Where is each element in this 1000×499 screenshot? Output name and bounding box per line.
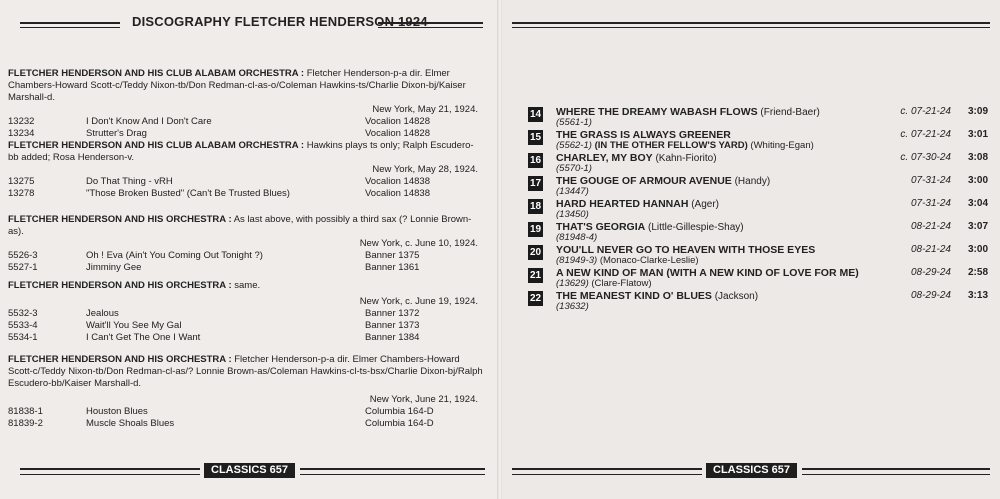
- matrix-number: (5561-1): [556, 117, 592, 128]
- matrix-number: (81949-3): [556, 255, 598, 266]
- track-row: [8, 188, 484, 200]
- track-title: HARD HEARTED HANNAH: [556, 198, 689, 210]
- place-date: New York, May 21, 1924.: [372, 104, 478, 115]
- recording-date: 08-21-24: [910, 221, 951, 232]
- track-number: 16: [529, 155, 542, 166]
- composer: (Monaco-Clarke-Leslie): [599, 255, 699, 266]
- matrix-line: [556, 209, 589, 221]
- track-row: [8, 176, 484, 188]
- track-number: 14: [529, 109, 542, 120]
- record-label: Columbia 164-D: [365, 406, 434, 417]
- session-header: [8, 354, 484, 390]
- track-row: [8, 262, 484, 274]
- matrix-number: 13278: [8, 188, 35, 199]
- footer-rule-left: [20, 468, 200, 470]
- track-20: [528, 244, 988, 267]
- composer: (Whiting-Egan): [750, 140, 814, 151]
- duration: 3:00: [967, 244, 988, 255]
- matrix-line: [556, 186, 589, 198]
- track-title-line: [556, 106, 820, 119]
- matrix-line: [556, 117, 592, 129]
- track-title: WHERE THE DREAMY WABASH FLOWS: [556, 106, 758, 118]
- track-19: [528, 221, 988, 244]
- matrix-number: (5570-1): [556, 163, 592, 174]
- recording-date: 08-21-24: [910, 244, 951, 255]
- track-row: [8, 418, 484, 430]
- recording-date: c. 07-21-24: [900, 129, 951, 140]
- track-title: THAT'S GEORGIA: [556, 221, 646, 233]
- record-label: Banner 1372: [365, 308, 420, 319]
- place-date: New York, c. June 10, 1924.: [359, 238, 478, 249]
- session-5: [8, 354, 484, 430]
- matrix-number: (81948-4): [556, 232, 598, 243]
- composer: (Jackson): [714, 291, 759, 302]
- place-date: New York, June 21, 1924.: [369, 394, 478, 405]
- track-17: [528, 175, 988, 198]
- recording-date: c. 07-30-24: [900, 152, 951, 163]
- title-rule-left: [20, 22, 120, 24]
- band-name: FLETCHER HENDERSON AND HIS CLUB ALABAM ORCHESTRA :: [8, 68, 305, 79]
- duration: 3:07: [967, 221, 988, 232]
- matrix-line: [556, 163, 592, 175]
- recording-date: 08-29-24: [910, 290, 951, 301]
- record-label: Vocalion 14828: [365, 128, 430, 139]
- title-rule-right: [378, 22, 483, 24]
- session-1: [8, 68, 484, 140]
- track-title: Oh ! Eva (Ain't You Coming Out Tonight ?): [86, 250, 263, 261]
- footer-rule-left-thin: [512, 474, 702, 475]
- session-3: [8, 214, 484, 274]
- matrix-line: [556, 255, 699, 267]
- track-title: THE MEANEST KIND O' BLUES: [556, 290, 712, 302]
- page-title: DISCOGRAPHY FLETCHER HENDERSON 1924: [132, 14, 428, 29]
- session-4: [8, 280, 484, 344]
- track-title: Jealous: [86, 308, 119, 319]
- matrix-number: 81839-2: [8, 418, 43, 429]
- session-header: [8, 68, 484, 104]
- matrix-line: [556, 278, 652, 290]
- track-18: [528, 198, 988, 221]
- session-header: [8, 140, 484, 164]
- band-name: FLETCHER HENDERSON AND HIS ORCHESTRA :: [8, 214, 232, 225]
- track-number: 21: [529, 270, 542, 281]
- track-title: "Those Broken Busted" (Can't Be Trusted Blues): [86, 188, 290, 199]
- record-label: Banner 1384: [365, 332, 420, 343]
- recording-date: 07-31-24: [910, 198, 951, 209]
- recording-date: c. 07-21-24: [900, 106, 951, 117]
- duration: 3:04: [967, 198, 988, 209]
- track-row: [8, 128, 484, 140]
- duration: 3:08: [967, 152, 988, 163]
- personnel: Hawkins plays ts only; Ralph Escudero-bb added; Rosa Henderson-v.: [8, 140, 474, 163]
- duration: 3:01: [967, 129, 988, 140]
- place-date: New York, c. June 19, 1924.: [359, 296, 478, 307]
- track-title: Houston Blues: [86, 406, 148, 417]
- matrix-number: (13450): [556, 209, 589, 220]
- track-title: THE GOUGE OF ARMOUR AVENUE: [556, 175, 732, 187]
- matrix-line: [556, 140, 814, 152]
- personnel: As last above, with possibly a third sax (? Lonnie Brown-as).: [8, 214, 472, 237]
- footer-rule-right: [300, 468, 485, 470]
- footer-badge: CLASSICS 657: [204, 463, 295, 478]
- duration: 2:58: [967, 267, 988, 278]
- composer: (Handy): [734, 176, 771, 187]
- track-row: [8, 308, 484, 320]
- track-title: Muscle Shoals Blues: [86, 418, 175, 429]
- footer-rule-left-thin: [20, 474, 200, 475]
- matrix-number: 13232: [8, 116, 35, 127]
- track-title: Do That Thing - vRH: [86, 176, 173, 187]
- track-title: CHARLEY, MY BOY: [556, 152, 653, 164]
- track-number: 15: [529, 132, 542, 143]
- record-label: Banner 1373: [365, 320, 420, 331]
- matrix-number: (5562-1): [556, 140, 592, 151]
- footer-rule-right-thin: [802, 474, 990, 475]
- track-title: Strutter's Drag: [86, 128, 147, 139]
- track-title: I Don't Know And I Don't Care: [86, 116, 212, 127]
- track-number: 20: [529, 247, 542, 258]
- composer: (Friend-Baer): [760, 107, 820, 118]
- session-header: [8, 214, 484, 238]
- track-title: Wait'll You See My Gal: [86, 320, 182, 331]
- track-title: YOU'LL NEVER GO TO HEAVEN WITH THOSE EYES: [556, 244, 816, 256]
- title-rule-right-thin: [378, 27, 483, 28]
- track-row: [8, 116, 484, 128]
- personnel: Fletcher Henderson-p-a dir. Elmer Chambers-Howard Scott-c/Teddy Nixon-tb/Don Redman-cl-as/? Lonnie Brown-as/Coleman Hawkins-cl-ts-bsx/Charlie Dixon-bj/Ralph Escudero-bb/Kaiser Marshall-d.: [8, 354, 483, 389]
- matrix-number: 5534-1: [8, 332, 38, 343]
- matrix-number: (13632): [556, 301, 589, 312]
- left-page: [0, 0, 498, 499]
- track-title: I Can't Get The One I Want: [86, 332, 201, 343]
- track-15: [528, 129, 988, 152]
- track-16: [528, 152, 988, 175]
- record-label: Vocalion 14828: [365, 116, 430, 127]
- composer: (Little-Gillespie-Shay): [648, 222, 744, 233]
- matrix-line: [556, 301, 589, 313]
- record-label: Vocalion 14838: [365, 188, 430, 199]
- personnel: same.: [231, 280, 261, 291]
- record-label: Banner 1375: [365, 250, 420, 261]
- track-number: 19: [529, 224, 542, 235]
- footer-rule-right-thin: [300, 474, 485, 475]
- track-list: [528, 106, 988, 313]
- matrix-number: 5527-1: [8, 262, 38, 273]
- composer: (Kahn-Fiorito): [655, 153, 717, 164]
- right-page: [502, 0, 1000, 499]
- track-row: [8, 406, 484, 418]
- record-label: Columbia 164-D: [365, 418, 434, 429]
- track-row: [8, 320, 484, 332]
- track-title-continued: (IN THE OTHER FELLOW'S YARD): [594, 140, 748, 151]
- record-label: Vocalion 14838: [365, 176, 430, 187]
- track-22: [528, 290, 988, 313]
- duration: 3:00: [967, 175, 988, 186]
- personnel: Fletcher Henderson-p-a dir. Elmer Chambers-Howard Scott-c/Teddy Nixon-tb/Don Redman-cl-as-o/Coleman Hawkins-ts/Charlie Dixon-bj/Kaiser Marshall-d.: [8, 68, 466, 103]
- recording-date: 08-29-24: [910, 267, 951, 278]
- matrix-number: 5533-4: [8, 320, 38, 331]
- header-rule: [512, 22, 990, 24]
- matrix-number: 13275: [8, 176, 35, 187]
- composer: (Clare-Flatow): [591, 278, 652, 289]
- footer-badge: CLASSICS 657: [706, 463, 797, 478]
- session-header: [8, 280, 484, 292]
- composer: (Ager): [691, 199, 719, 210]
- track-title: Jimminy Gee: [86, 262, 142, 273]
- title-rule-left-thin: [20, 27, 120, 28]
- recording-date: 07-31-24: [910, 175, 951, 186]
- matrix-line: [556, 232, 597, 244]
- track-21: [528, 267, 988, 290]
- footer-rule-left: [512, 468, 702, 470]
- matrix-number: 5532-3: [8, 308, 38, 319]
- track-14: [528, 106, 988, 129]
- duration: 3:13: [967, 290, 988, 301]
- track-row: [8, 332, 484, 344]
- track-number: 17: [529, 178, 542, 189]
- record-label: Banner 1361: [365, 262, 420, 273]
- header-rule-thin: [512, 27, 990, 28]
- band-name: FLETCHER HENDERSON AND HIS CLUB ALABAM ORCHESTRA :: [8, 140, 305, 151]
- matrix-number: 5526-3: [8, 250, 38, 261]
- place-date: New York, May 28, 1924.: [372, 164, 478, 175]
- track-title: A NEW KIND OF MAN (WITH A NEW KIND OF LOVE FOR ME): [556, 267, 859, 279]
- footer-rule-right: [802, 468, 990, 470]
- matrix-number: 81838-1: [8, 406, 43, 417]
- matrix-number: (13629): [556, 278, 589, 289]
- session-2: [8, 140, 484, 200]
- duration: 3:09: [967, 106, 988, 117]
- track-number: 22: [529, 293, 542, 304]
- band-name: FLETCHER HENDERSON AND HIS ORCHESTRA :: [8, 354, 232, 365]
- band-name: FLETCHER HENDERSON AND HIS ORCHESTRA :: [8, 280, 232, 291]
- matrix-number: (13447): [556, 186, 589, 197]
- track-title: THE GRASS IS ALWAYS GREENER: [556, 129, 731, 141]
- track-number: 18: [529, 201, 542, 212]
- track-row: [8, 250, 484, 262]
- matrix-number: 13234: [8, 128, 35, 139]
